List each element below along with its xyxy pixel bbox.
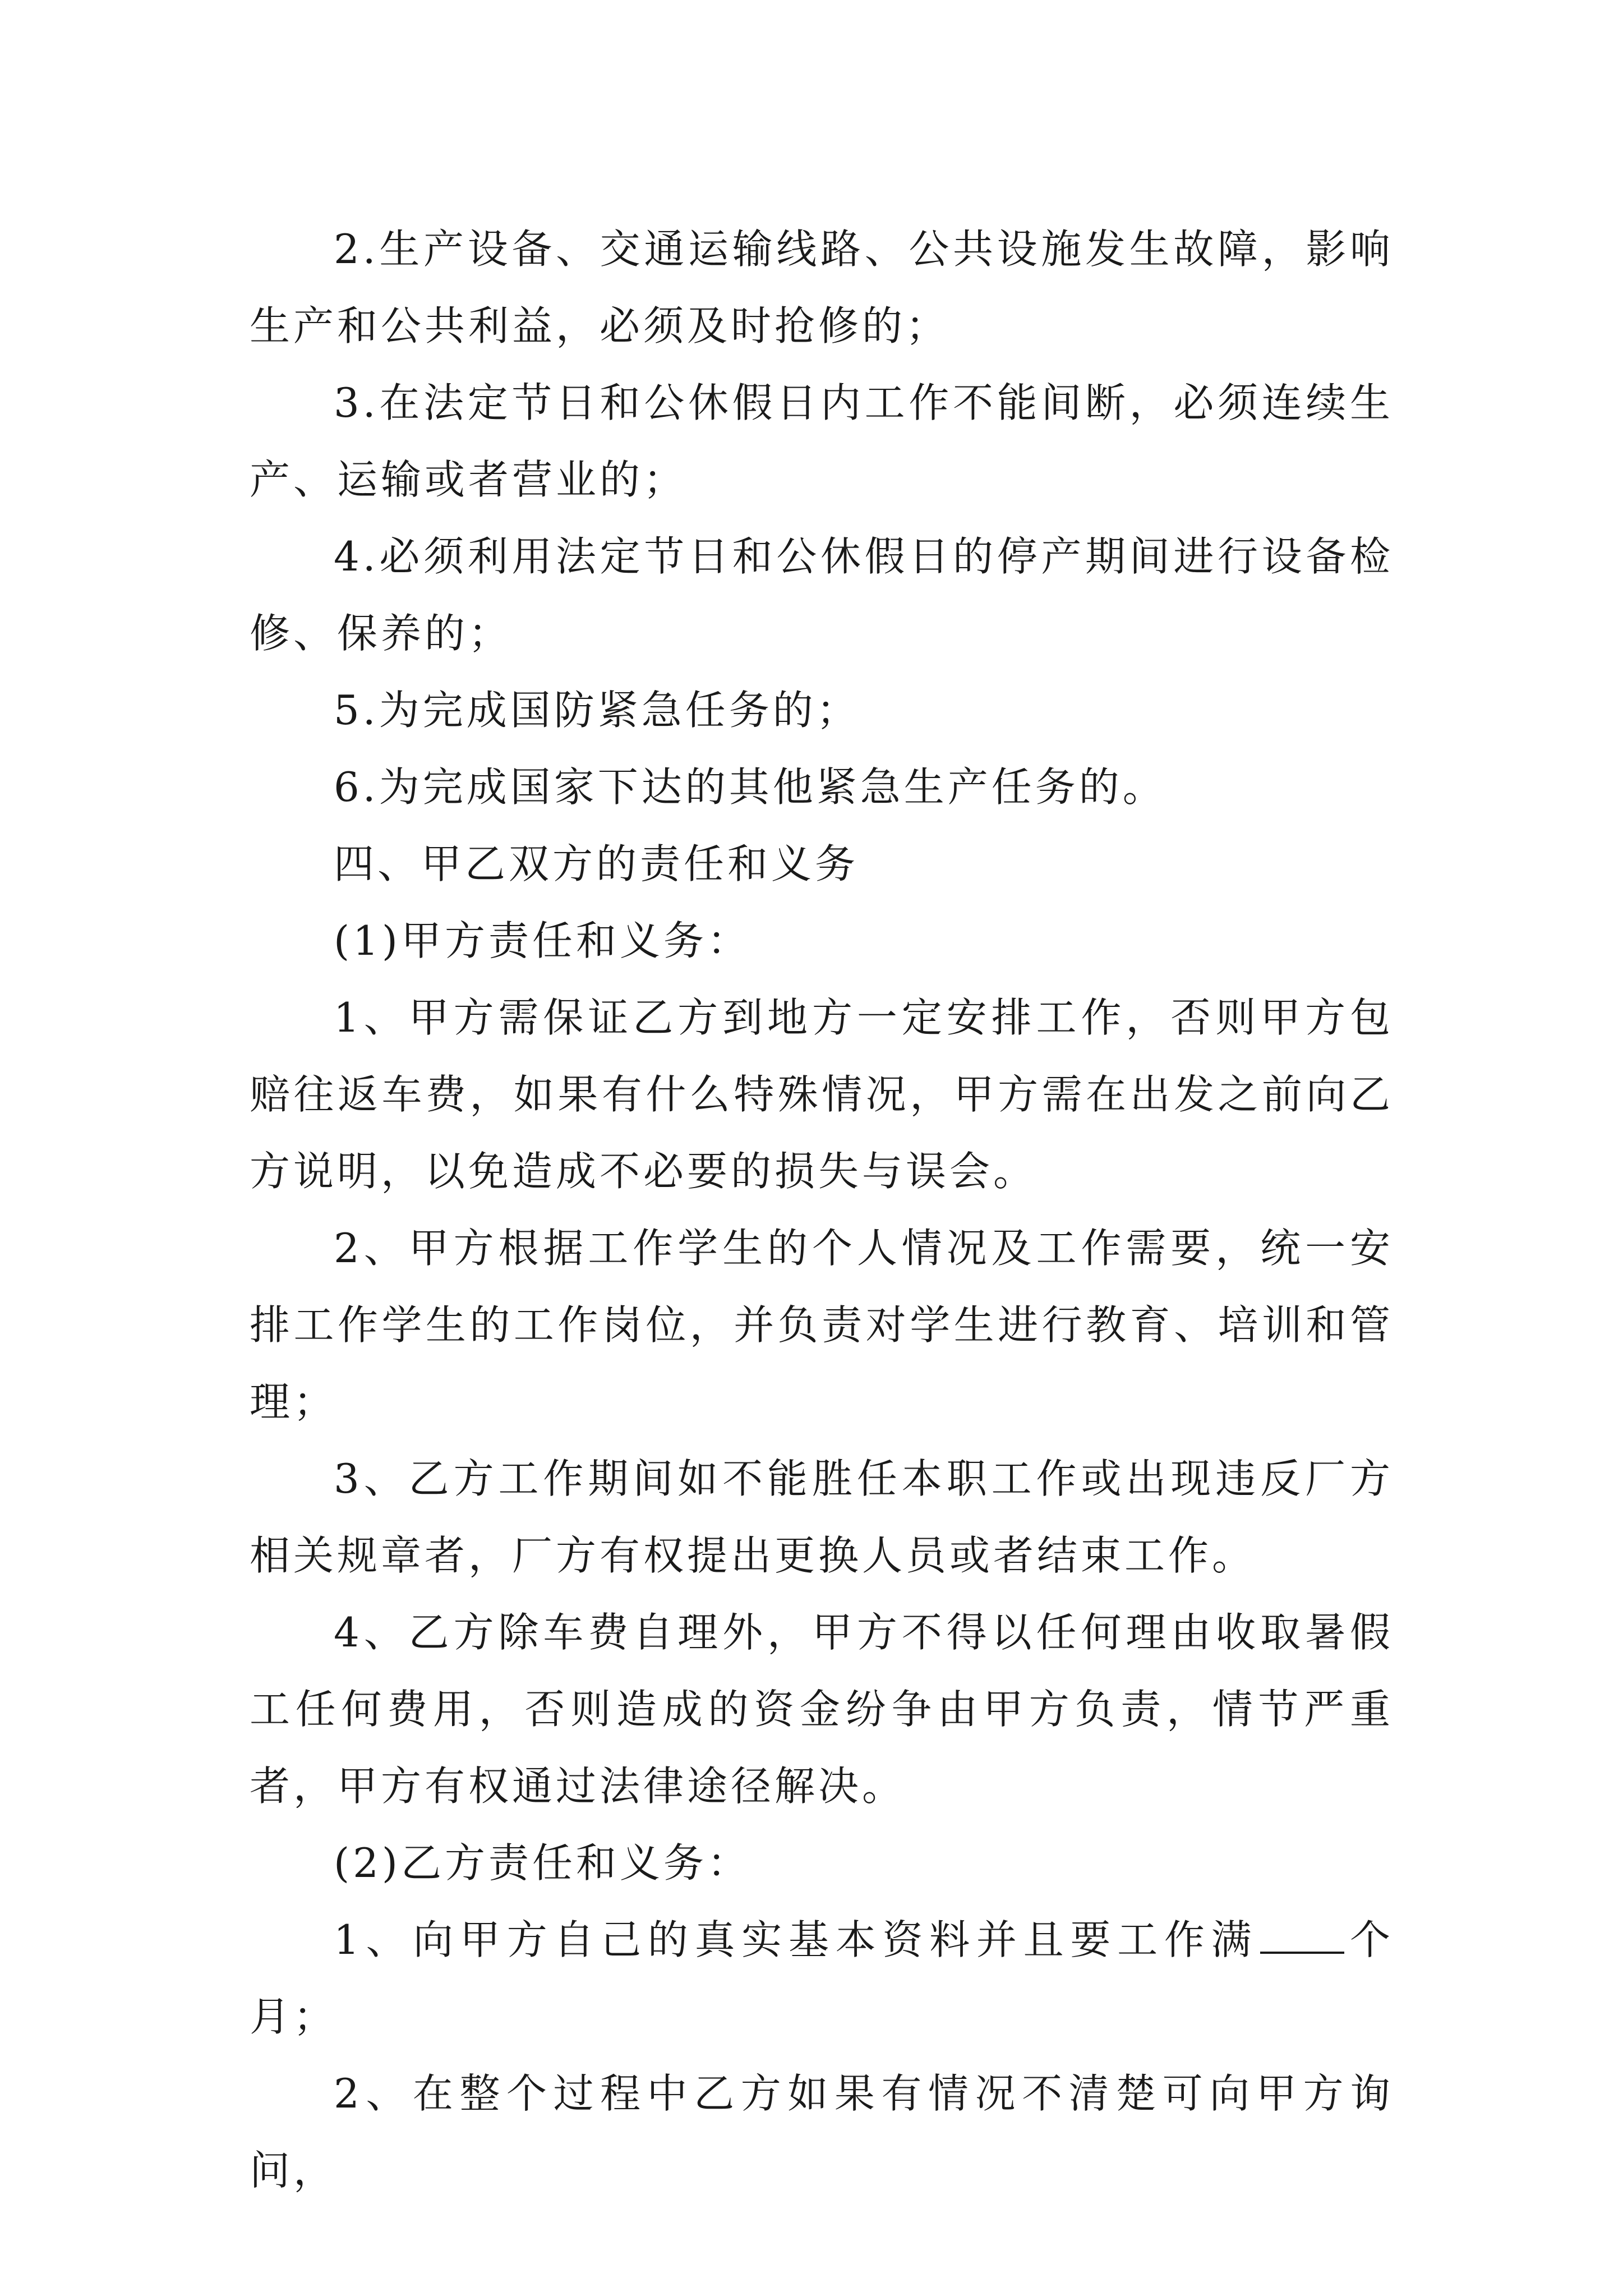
paragraph-4: 5.为完成国防紧急任务的； [334, 687, 860, 734]
month-blank-line [1260, 1919, 1344, 1954]
paragraph-a4: 4、乙方除车费自理外，甲方不得以任何理由收取暑假工任何费用，否则造成的资金纷争由甲方负责，情节严重者，甲方有权通过法律途径解决。 [250, 1609, 1394, 1810]
section-heading: 四、甲乙双方的责任和义务 [334, 840, 859, 887]
paragraph-b1 [250, 1902, 1394, 2055]
document-body [250, 211, 1394, 2209]
paragraph-a1: 1、甲方需保证乙方到地方一定安排工作，否则甲方包赔往返车费，如果有什么特殊情况，甲方需在出发之前向乙方说明，以免造成不必要的损失与误会。 [250, 994, 1394, 1195]
paragraph-b1-text-before: 1、向甲方自己的真实基本资料并且要工作满 [334, 1916, 1258, 1963]
paragraph-a2: 2、甲方根据工作学生的个人情况及工作需要，统一安排工作学生的工作岗位，并负责对学生进行教育、培训和管理； [250, 1225, 1394, 1425]
paragraph-a3: 3、乙方工作期间如不能胜任本职工作或出现违反厂方相关规章者，厂方有权提出更换人员或者结束工作。 [250, 1455, 1394, 1579]
paragraph-1: 2.生产设备、交通运输线路、公共设施发生故障，影响生产和公共利益，必须及时抢修的； [250, 226, 1394, 349]
subsection-heading-party-a: (1)甲方责任和义务： [334, 917, 751, 964]
paragraph-3: 4.必须利用法定节日和公休假日的停产期间进行设备检修、保养的； [250, 533, 1394, 657]
paragraph-b1-text-after: 个月； [250, 1916, 1394, 2040]
subsection-heading-party-b: (2)乙方责任和义务： [334, 1839, 751, 1887]
paragraph-2: 3.在法定节日和公休假日内工作不能间断，必须连续生产、运输或者营业的； [250, 379, 1394, 503]
paragraph-b2: 2、在整个过程中乙方如果有情况不清楚可向甲方询问， [250, 2070, 1394, 2194]
paragraph-5: 6.为完成国家下达的其他紧急生产任务的。 [334, 763, 1166, 811]
